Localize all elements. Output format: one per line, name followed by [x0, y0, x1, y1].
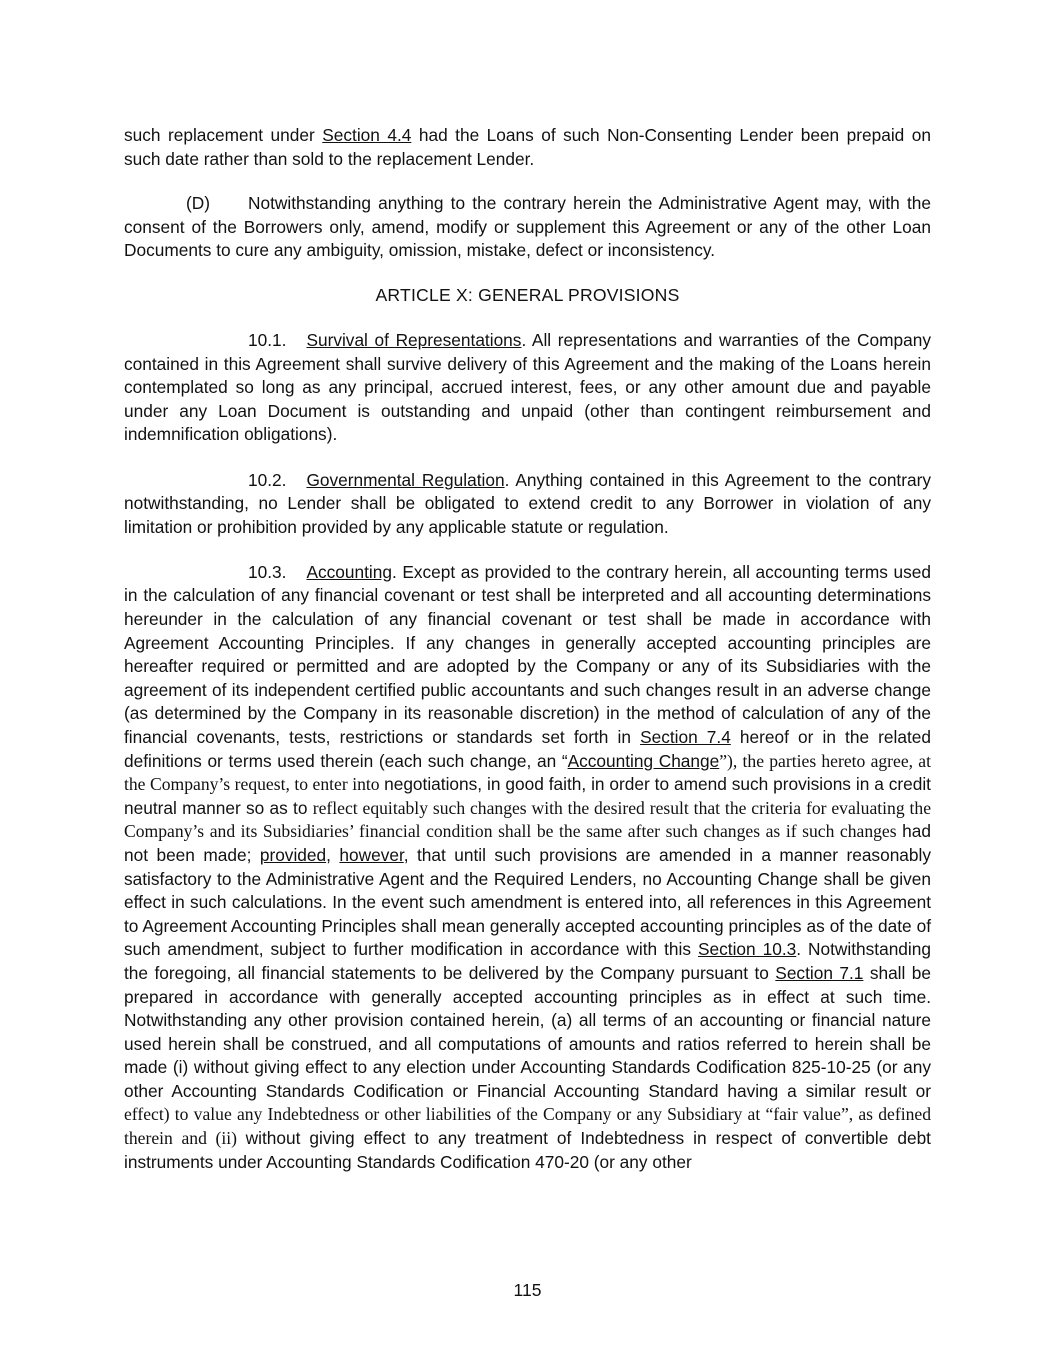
section-number: 10.2. — [248, 469, 287, 490]
section-text: without giving effect to any treatment of Indebtedness in respect of convertible debt instruments under Accounting Standards Codification 470-20 (or any other — [124, 1128, 931, 1172]
defined-term: Accounting Change — [567, 750, 720, 771]
emphasis-provided: provided — [259, 844, 327, 865]
section-text: , — [326, 844, 340, 865]
section-text: hereof or in the related definitions or terms used therein (each such change, an “ — [124, 726, 931, 771]
section-reference: Section 7.1 — [775, 962, 864, 983]
emphasis-however: however — [339, 844, 404, 865]
section-10-2 — [124, 469, 931, 540]
section-reference: Section 7.4 — [640, 726, 731, 747]
paragraph-label: (D) — [186, 193, 210, 214]
section-reference: Section 10.3 — [698, 939, 797, 960]
document-page — [124, 124, 931, 1196]
section-text: . Notwithstanding the foregoing, all financial statements to be delivered by the Company pursuant to — [124, 939, 931, 983]
section-10-3 — [124, 561, 931, 1174]
section-number: 10.1. — [248, 330, 287, 351]
section-10-1 — [124, 329, 931, 447]
section-title: Governmental Regulation — [306, 469, 505, 490]
paragraph-text: such replacement under — [124, 125, 323, 145]
paragraph-text: had the Loans of such Non-Consenting Lender been prepaid on such date rather than sold to the replacement Lender. — [124, 125, 931, 169]
paragraph-text: Notwithstanding anything to the contrary herein the Administrative Agent may, with the consent of the Borrowers only, amend, modify or supplement this Agreement or any of the other Loan Documents to cure any ambiguity, omission, mistake, defect or inconsistency. — [124, 193, 931, 261]
section-text: negotiations, in good faith, in order to amend such provisions in a credit neutral manner so as to — [124, 774, 931, 818]
section-text: reflect equitably such changes with the desired result that the criteria for evaluating the Company’s and its Subsidiaries’ financial condition shall be the same after such changes as if such changes — [124, 797, 932, 842]
section-text: , that until such provisions are amended in a manner reasonably satisfactory to the Administrative Agent and the Required Lenders, no Accounting Change shall be given effect in such calculations. In the event such amendment is entered into, all references in this Agreement to Agreement Accounting Principles shall mean generally accepted accounting principles as of the date of such amendment, subject to further modification in accordance with this — [124, 844, 932, 960]
section-reference: Section 4.4 — [322, 125, 412, 145]
section-text: . All representations and warranties of the Company contained in this Agreement shall survive delivery of this Agreement and the making of the Loans herein contemplated so long as any principal, accrued interest, fees, or any other amount due and payable under any Loan Document is outstanding and unpaid (other than contingent reimbursement and indemnification obligations). — [124, 330, 931, 445]
section-number: 10.3. — [248, 561, 287, 582]
section-text: shall be prepared in accordance with generally accepted accounting principles as in effect at such time. Notwithstanding any other provision contained herein, (a) all terms of an accounting or financial nature used herein shall be construed, and all computations of amounts and ratios referred to herein shall be made (i) without giving effect to any election under Accounting Standards Codification 825-10-25 (or any other Accounting Standards Codification or Financial Accounting Standard having a similar result or — [124, 962, 932, 1101]
section-text: ”), the parties hereto agree, at the Company’s request, to enter into — [124, 750, 931, 795]
section-text: effect) to value any Indebtedness or other liabilities of the Company or any Subsidiary at “fair value”, as defined therein and (ii) — [124, 1104, 931, 1149]
paragraph-d — [124, 192, 931, 263]
article-heading: ARTICLE X: GENERAL PROVISIONS — [375, 285, 680, 306]
section-text: . Anything contained in this Agreement to the contrary notwithstanding, no Lender shall be obligated to extend credit to any Borrower in violation of any limitation or prohibition provided by any applicable statute or regulation. — [124, 469, 931, 537]
page-number: 115 — [513, 1280, 542, 1300]
section-text: had not been made; — [124, 821, 931, 865]
paragraph-continuation — [124, 124, 931, 171]
section-text: . Except as provided to the contrary herein, all accounting terms used in the calculation of any financial covenant or test shall be interpreted and all accounting determinations hereunder in the calculation of any financial covenant or test shall be made in accordance with Agreement Accounting Principles. If any changes in generally accepted accounting principles are hereafter required or permitted and are adopted by the Company or any of its Subsidiaries with the agreement of its independent certified public accountants and such changes result in an adverse change (as determined by the Company in its reasonable discretion) in the method of calculation of any of the financial covenants, tests, restrictions or standards set forth in — [124, 561, 931, 747]
section-title: Survival of Representations — [306, 330, 522, 351]
section-title: Accounting — [306, 561, 392, 582]
